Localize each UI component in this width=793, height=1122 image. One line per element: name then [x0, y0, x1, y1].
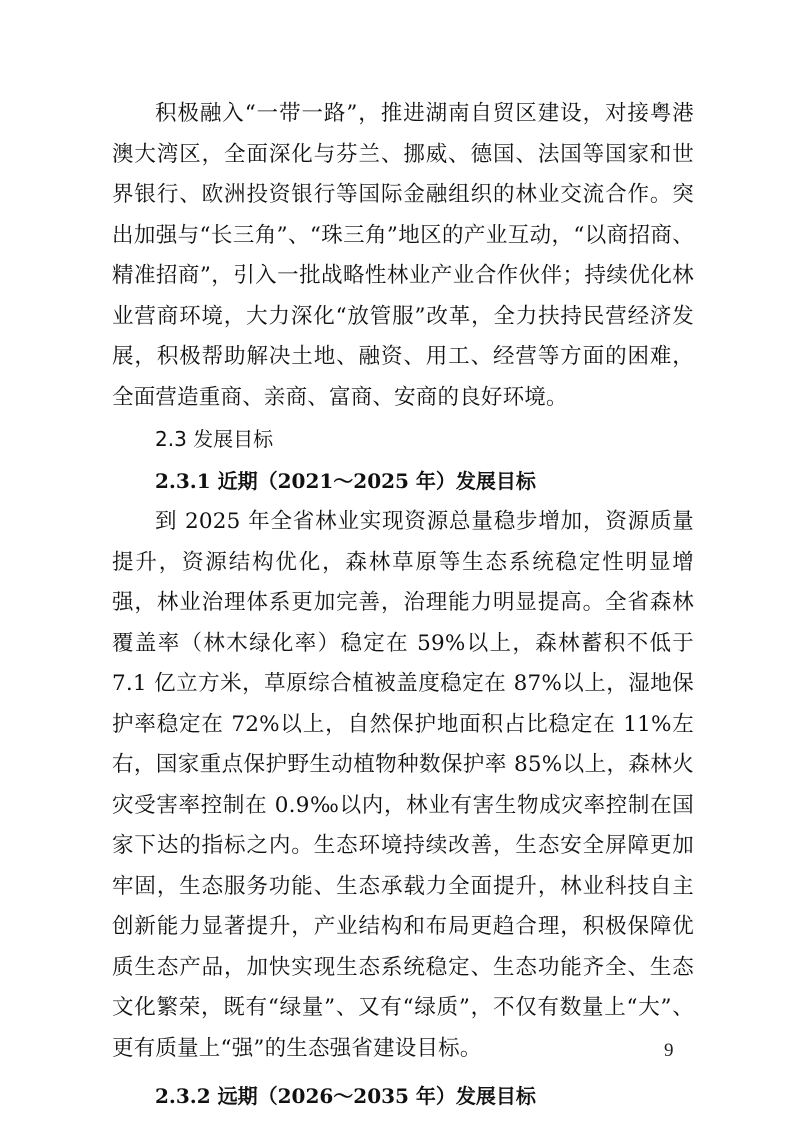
section-heading-2-3-2: 2.3.2 远期（2026～2035 年）发展目标 [155, 1084, 536, 1108]
section-heading-2-3: 2.3 发展目标 [155, 427, 274, 451]
section-heading-2-3-1: 2.3.1 近期（2021～2025 年）发展目标 [155, 469, 536, 493]
page-number: 9 [664, 1040, 674, 1061]
paragraph-cooperation: 积极融入“一带一路”，推进湖南自贸区建设，对接粤港澳大湾区，全面深化与芬兰、挪威、德国、法国等国家和世界银行、欧洲投资银行等国际金融组织的林业交流合作。突出加强与“长三角”、“珠三角”地区的产业互动，“以商招商、精准招商”，引入一批战略性林业产业合作伙伴；持续优化林业营商环境，大力深化“放管服”改革，全力扶持民营经济发展，积极帮助解决土地、融资、用工、经营等方面的困难，全面营造重商、亲商、富商、安商的良好环境。 [112, 101, 694, 410]
paragraph-near-term-goals: 到 2025 年全省林业实现资源总量稳步增加，资源质量提升，资源结构优化，森林草原等生态系统稳定性明显增强，林业治理体系更加完善，治理能力明显提高。全省森林覆盖率（林木绿化率）稳定在 59%以上，森林蓄积不低于 7.1 亿立方米，草原综合植被盖度稳定在 87%以上，湿地保护率稳定在 72%以上，自然保护地面积占比稳定在 11%左右，国家重点保护野生动植物种数保护率 85%以上，森林火灾受害率控制在 0.9‰以内，林业有害生物成灾率控制在国家下达的指标之内。生态环境持续改善，生态安全屏障更加牢固，生态服务功能、生态承载力全面提升，林业科技自主创新能力显著提升，产业结构和布局更趋合理，积极保障优质生态产品，加快实现生态系统稳定、生态功能齐全、生态文化繁荣，既有“绿量”、又有“绿质”，不仅有数量上“大”、更有质量上“强”的生态强省建设目标。 [112, 509, 694, 1061]
body-text [112, 94, 694, 1117]
